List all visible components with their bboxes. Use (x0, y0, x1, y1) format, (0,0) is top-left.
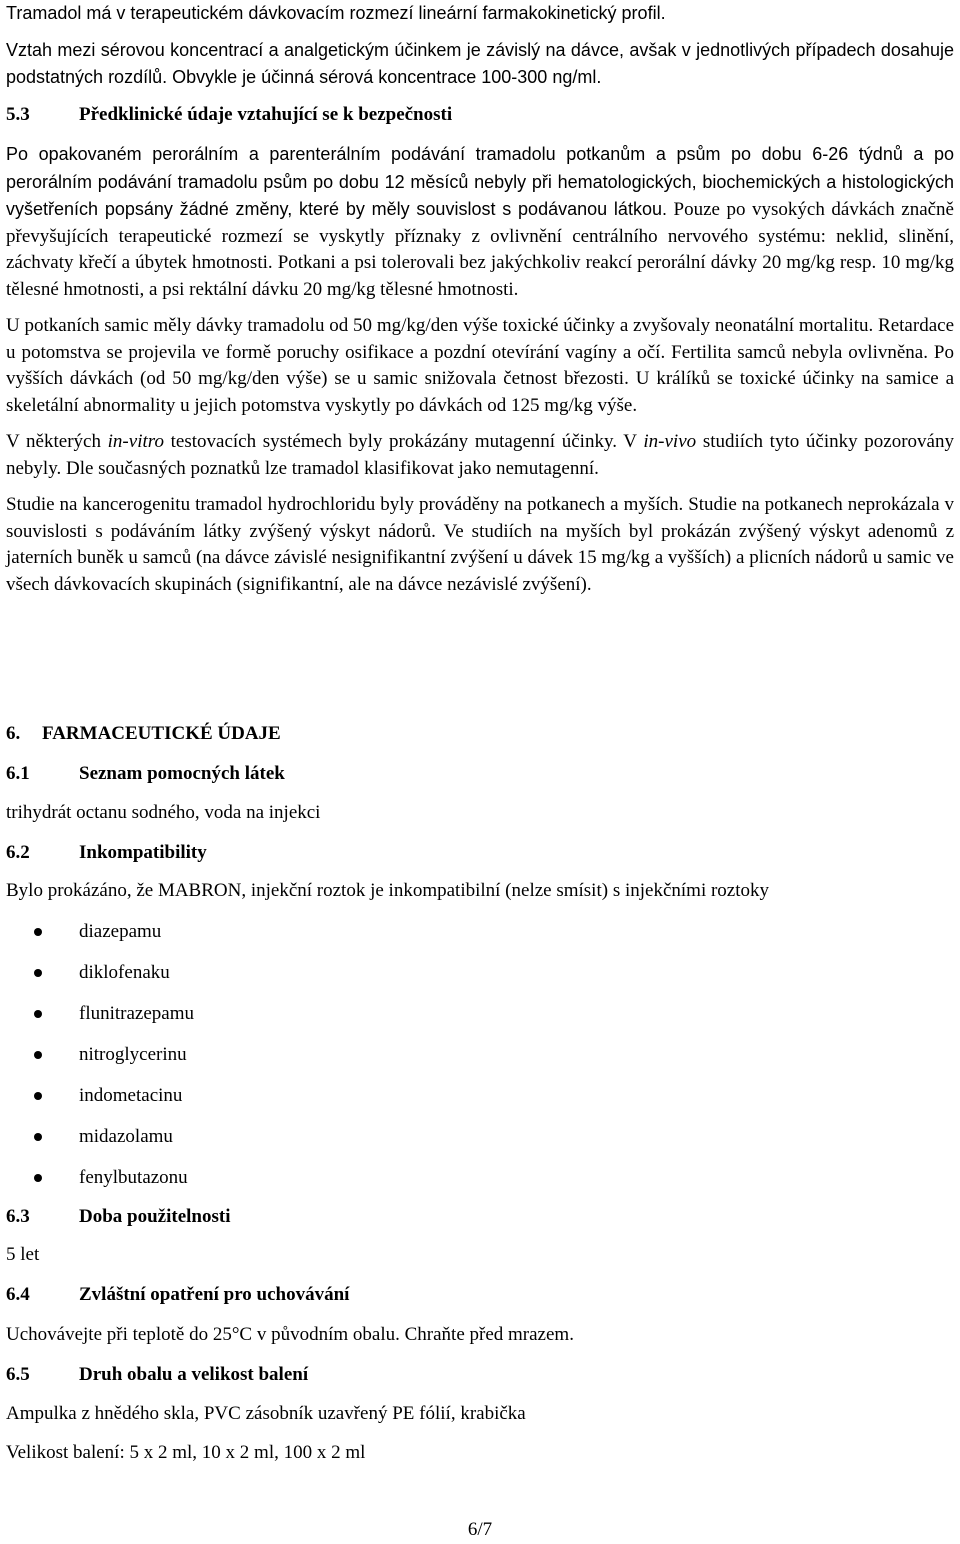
list-item-label: fenylbutazonu (79, 1167, 188, 1188)
section-6-heading (6, 721, 281, 748)
storage-text: Uchovávejte při teplotě do 25°C v původním obalu. Chraňte před mrazem. (6, 1324, 574, 1345)
section-6-3-heading (6, 1204, 231, 1231)
section-title: Inkompatibility (79, 842, 207, 863)
intro-line-1: Tramadol má v terapeutickém dávkovacím rozmezí lineární farmakokinetický profil. (6, 3, 666, 23)
pack-size-text: Velikost balení: 5 x 2 ml, 10 x 2 ml, 100 x 2 ml (6, 1442, 366, 1463)
incompatibility-list (6, 911, 194, 1198)
section-title: FARMACEUTICKÉ ÚDAJE (42, 723, 281, 744)
bullet-icon (34, 1133, 42, 1141)
section-5-3-body (6, 141, 954, 598)
excipients-text: trihydrát octanu sodného, voda na injekci (6, 802, 321, 823)
list-item (6, 952, 194, 993)
mutagenicity-paragraph (6, 429, 954, 482)
reproduction-paragraph: U potkaních samic měly dávky tramadolu od 50 mg/kg/den výše toxické účinky a zvyšovaly neonatální mortalitu. Retardace u potomstva se projevila ve formě poruchy osifikace a pozdní otevírání vagíny a očí. Fertilita samců nebyla ovlivněna. Po vyšších dávkách (od 50 mg/kg/den výše) se u samic snižovala četnost březosti. U králíků se toxické účinky na samice a skeletální abnormality u jejich potomstva vyskytly po dávkách od 125 mg/kg výše. (6, 315, 954, 416)
section-number: 5.3 (6, 104, 30, 125)
list-item (6, 1075, 194, 1116)
list-item-label: nitroglycerinu (79, 1044, 187, 1065)
text-span: studiích tyto účinky pozorovány nebyly. Dle současných poznatků lze tramadol klasifikovat jako nemutagenní. (6, 431, 954, 479)
section-number: 6.2 (6, 842, 30, 863)
bullet-icon (34, 1051, 42, 1059)
bullet-icon (34, 1174, 42, 1182)
section-5-3-heading (6, 102, 954, 129)
bullet-icon (34, 1010, 42, 1018)
intro-line-2: Vztah mezi sérovou koncentrací a analgetickým účinkem je závislý na dávce, avšak v jednotlivých případech dosahuje podstatných rozdílů. Obvykle je účinná sérová koncentrace 100-300 ng/ml. (6, 40, 954, 87)
section-title: Předklinické údaje vztahující se k bezpečnosti (79, 104, 453, 125)
section-number: 6.1 (6, 763, 30, 784)
list-item-label: indometacinu (79, 1085, 183, 1106)
section-number: 6.5 (6, 1364, 30, 1385)
section-title: Druh obalu a velikost balení (79, 1364, 309, 1385)
list-item (6, 1157, 194, 1198)
list-item-label: flunitrazepamu (79, 1003, 195, 1024)
text-span: V některých (6, 431, 108, 452)
italic-term: in-vivo (643, 431, 697, 452)
preclinical-paragraph-1 (6, 141, 954, 303)
section-number: 6. (6, 723, 21, 744)
list-item (6, 1116, 194, 1157)
list-item (6, 911, 194, 952)
section-number: 6.3 (6, 1206, 30, 1227)
section-number: 6.4 (6, 1284, 30, 1305)
container-text: Ampulka z hnědého skla, PVC zásobník uzavřený PE fólií, krabička (6, 1403, 526, 1424)
list-item (6, 1034, 194, 1075)
preclinical-paragraph-1b: Pouze po vysokých dávkách značně převyšujících terapeutické rozmezí se vyskytly příznaky z ovlivnění centrálního nervového systému: neklid, slinění, záchvaty křečí a úbytek hmotnosti. Potkani a psi tolerovali bez jakýchkoliv reakcí perorální dávky 20 mg/kg resp. 10 mg/kg tělesné hmotnosti, a psi rektální dávku 20 mg/kg tělesné hmotnosti. (6, 199, 954, 300)
section-6-5-heading (6, 1362, 308, 1389)
bullet-icon (34, 1092, 42, 1100)
section-title: Doba použitelnosti (79, 1206, 231, 1227)
shelf-life-text: 5 let (6, 1244, 40, 1265)
list-item-label: midazolamu (79, 1126, 173, 1147)
bullet-icon (34, 969, 42, 977)
preclinical-paragraph-1a: Po opakovaném perorálním a parenterálním podávání tramadolu potkanům a psům po dobu 6-26 týdnů a po perorálním podávání tramadolu psům po dobu 12 měsíců nebyly při hematologických, biochemických a histologických vyšetřeních popsány žádné změny, které by měly souvislost s podávanou látkou. (6, 144, 954, 219)
italic-term: in-vitro (107, 431, 164, 452)
section-title: Seznam pomocných látek (79, 763, 285, 784)
section-6-2-heading (6, 840, 207, 867)
text-span: testovacích systémech byly prokázány mutagenní účinky. V (163, 431, 644, 452)
section-title: Zvláštní opatření pro uchovávání (79, 1284, 350, 1305)
page-number: 6/7 (467, 1519, 493, 1540)
list-item (6, 993, 194, 1034)
list-item-label: diklofenaku (79, 962, 170, 983)
carcinogenicity-paragraph: Studie na kancerogenitu tramadol hydrochloridu byly prováděny na potkanech a myších. Studie na potkanech neprokázala v souvislosti s podáváním látky zvýšený výskyt nádorů. Ve studiích na myších byl prokázán zvýšený výskyt adenomů z jaterních buněk u samců (na dávce závislé nesignifikantní zvýšení u dávek 15 mg/kg a vyšších) a plicních nádorů u samic ve všech dávkovacích skupinách (signifikantní, ale na dávce nezávislé zvýšení). (6, 494, 954, 595)
incompatibility-text: Bylo prokázáno, že MABRON, injekční roztok je inkompatibilní (nelze smísit) s injekčními roztoky (6, 880, 770, 901)
list-item-label: diazepamu (79, 921, 162, 942)
section-6-4-heading (6, 1282, 349, 1309)
section-6-1-heading (6, 761, 285, 788)
bullet-icon (34, 928, 42, 936)
